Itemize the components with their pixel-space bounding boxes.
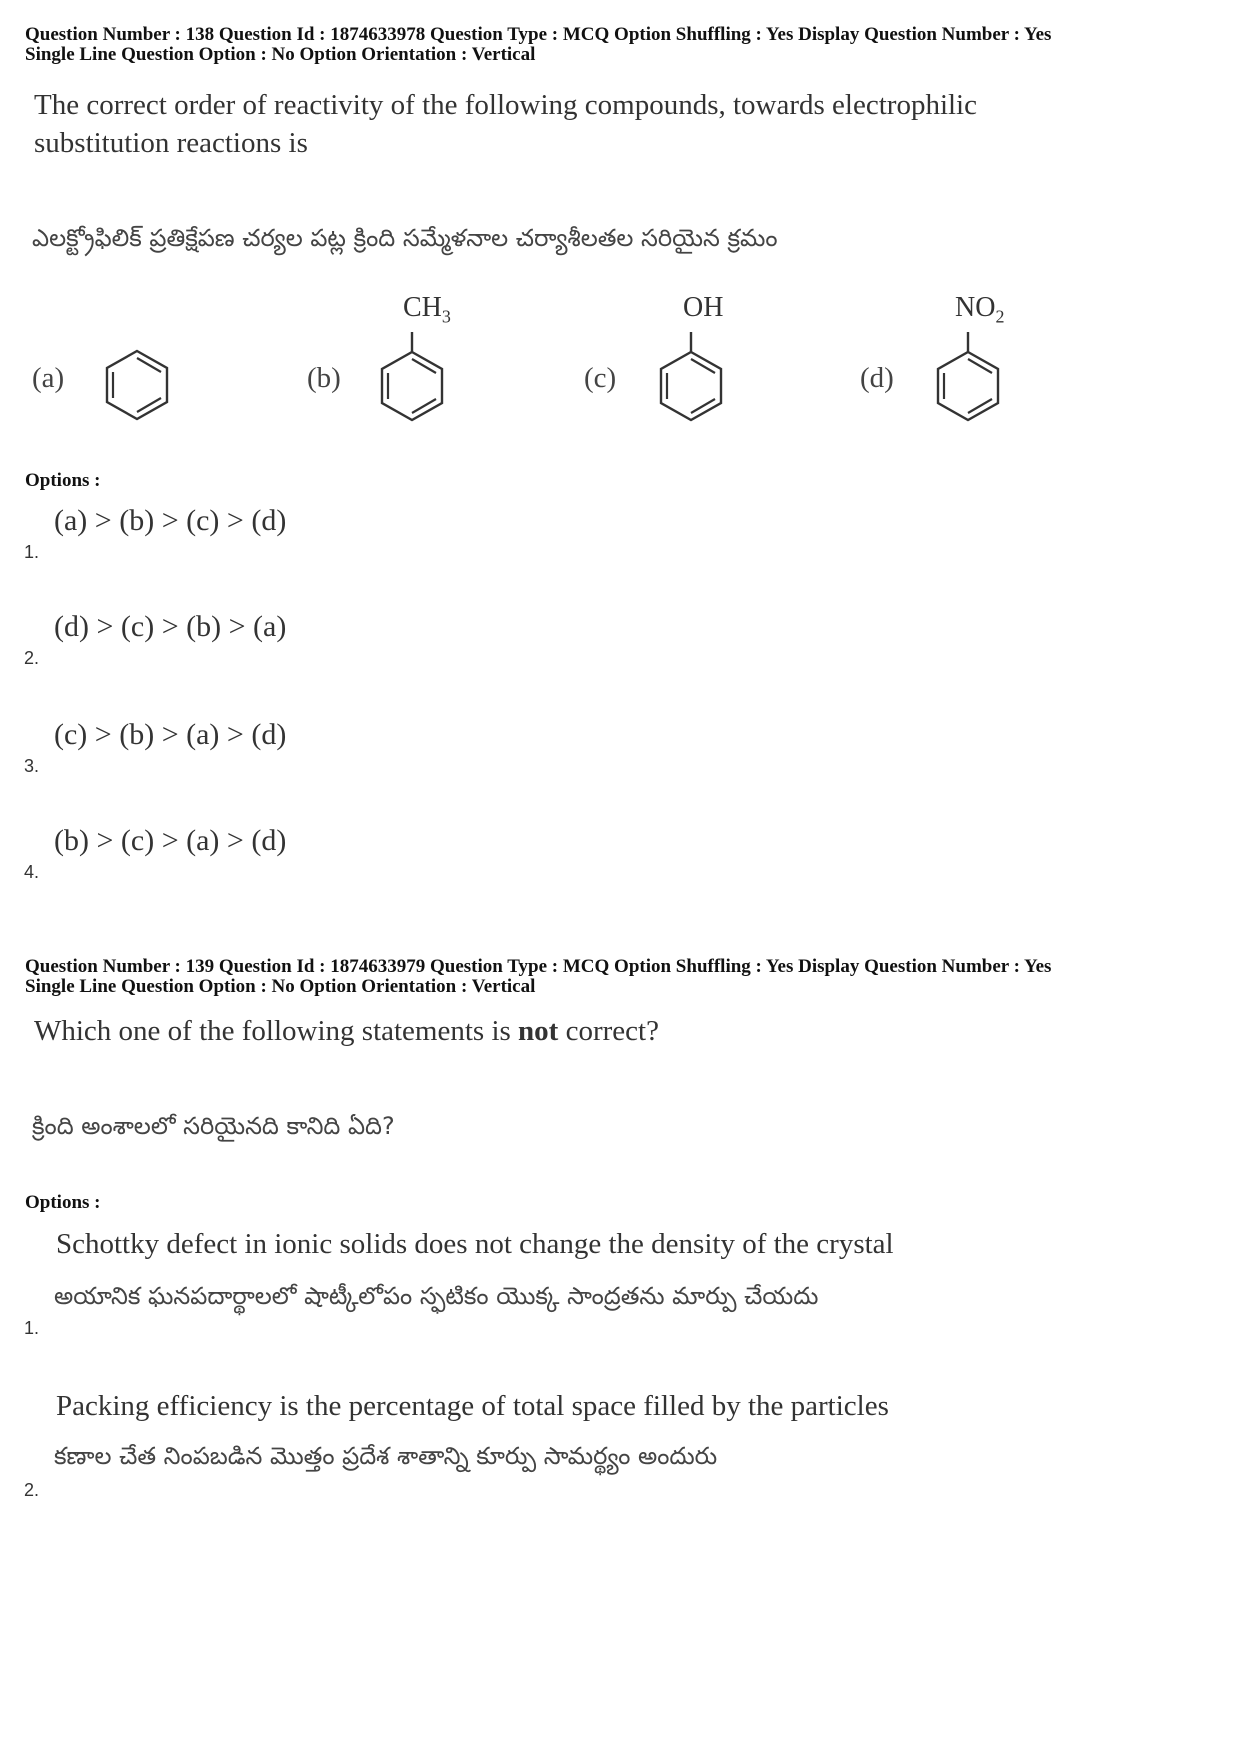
compound-c-label: (c) [584, 362, 617, 394]
question-138-option-1-number: 1. [24, 542, 40, 562]
question-138-option-2-number: 2. [24, 648, 40, 668]
nitro-substituent: $NO_2$ [955, 292, 1005, 327]
phenol-ring [656, 330, 726, 424]
question-139-option-2-telugu[interactable]: కణాల చేత నింపబడిన మొత్తం ప్రదేశ శాతాన్ని కూర్పు సామర్థ్యం అందురు [54, 1442, 718, 1470]
question-138-option-4-text[interactable]: (b) > (c) > (a) > (d) [54, 824, 287, 857]
nitrobenzene-ring [933, 330, 1003, 424]
question-138-text-line2: substitution reactions is [34, 127, 308, 159]
question-138-option-4-number: 4. [24, 862, 40, 882]
question-138-option-2-text[interactable]: (d) > (c) > (b) > (a) [54, 610, 287, 643]
compound-d-label: (d) [860, 362, 894, 394]
methyl-substituent: $CH_3$ [403, 292, 451, 327]
question-139-option-1-english[interactable]: Schottky defect in ionic solids does not change the density of the crystal [56, 1228, 894, 1260]
toluene-ring [377, 330, 447, 424]
question-138-meta-line1: Question Number : 138 Question Id : 1874633978 Question Type : MCQ Option Shuffling : Yes Display Question Number : Yes [25, 24, 1052, 45]
question-138-text-line1: The correct order of reactivity of the following compounds, towards electrophilic [34, 89, 977, 121]
compound-a-label: (a) [32, 362, 65, 394]
question-139-text: Which one of the following statements is not correct? [34, 1015, 659, 1047]
question-139-option-1-number: 1. [24, 1318, 40, 1338]
hydroxyl-substituent: OH [683, 292, 724, 323]
question-138-option-1-text[interactable]: (a) > (b) > (c) > (d) [54, 504, 287, 537]
question-139-option-2-english[interactable]: Packing efficiency is the percentage of total space filled by the particles [56, 1390, 889, 1422]
question-138-meta-line2: Single Line Question Option : No Option Orientation : Vertical [25, 44, 536, 65]
question-138-telugu-text: ఎలక్ట్రోఫిలిక్ ప్రతిక్షేపణ చర్యల పట్ల క్రింది సమ్మేళనాల చర్యాశీలతల సరియైన క్రమం [32, 224, 778, 252]
question-139-meta-line2: Single Line Question Option : No Option Orientation : Vertical [25, 976, 536, 997]
question-139-telugu-text: క్రింది అంశాలలో సరియైనది కానిది ఏది? [32, 1112, 395, 1140]
question-139-option-1-telugu[interactable]: అయానిక ఘనపదార్థాలలో షాట్కీలోపం స్ఫటికం యొక్క సాంద్రతను మార్పు చేయదు [54, 1282, 819, 1310]
question-139-option-2-number: 2. [24, 1480, 40, 1500]
question-138-option-3-text[interactable]: (c) > (b) > (a) > (d) [54, 718, 287, 751]
compound-b-label: (b) [307, 362, 341, 394]
question-139-options-heading: Options : [25, 1192, 101, 1213]
question-138-option-3-number: 3. [24, 756, 40, 776]
question-138-options-heading: Options : [25, 470, 101, 491]
emphasis-not: not [518, 1015, 559, 1047]
benzene-ring-a [102, 347, 172, 423]
question-139-meta-line1: Question Number : 139 Question Id : 1874633979 Question Type : MCQ Option Shuffling : Yes Display Question Number : Yes [25, 956, 1052, 977]
